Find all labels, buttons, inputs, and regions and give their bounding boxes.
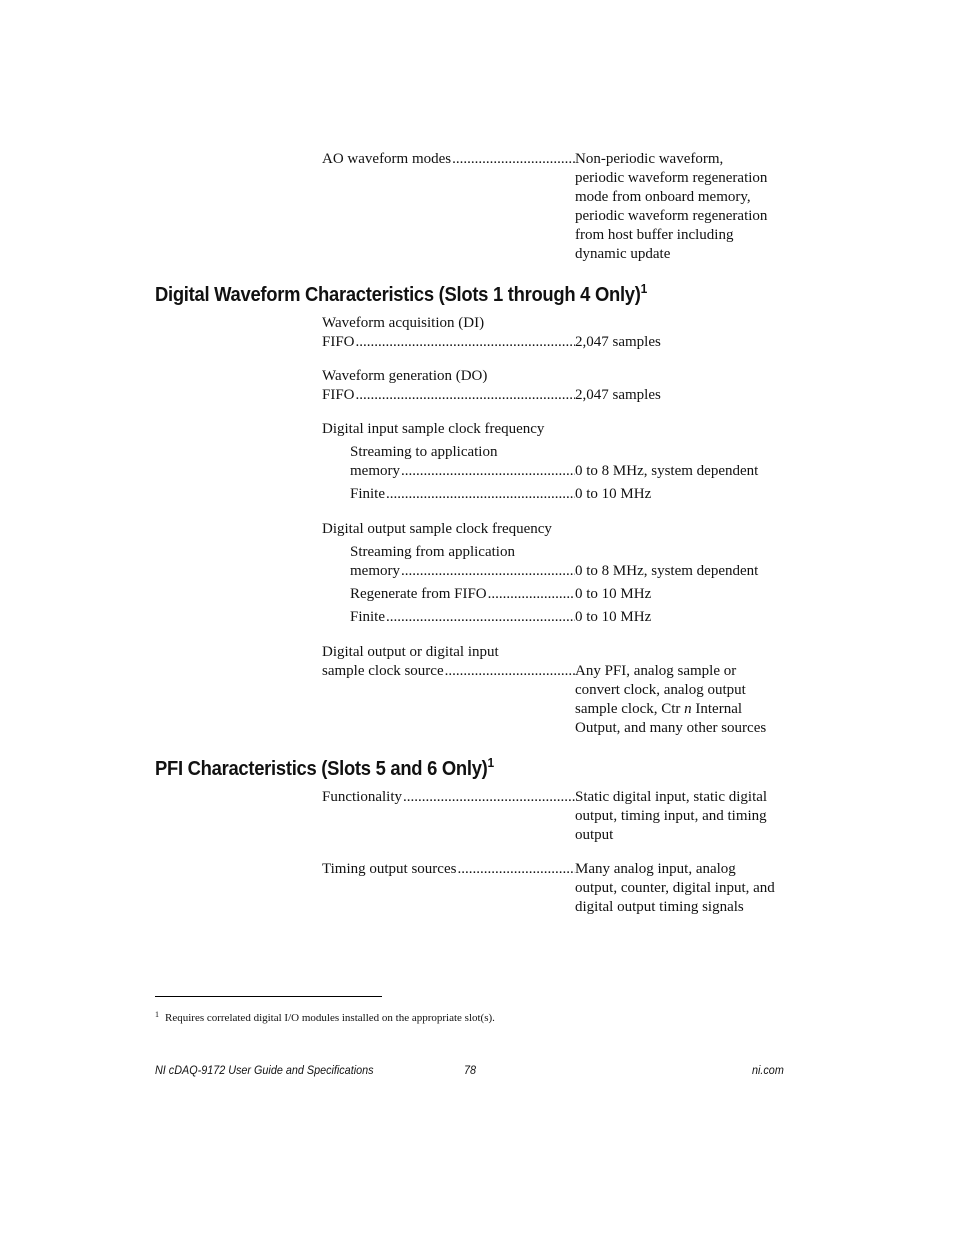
- spec-label: sample clock source: [322, 663, 444, 679]
- leader-dots: [386, 608, 575, 627]
- leader-dots: [356, 386, 575, 405]
- waveform-generation-fifo-row: [322, 386, 575, 405]
- leader-dots: [457, 860, 575, 879]
- spec-label: Finite: [350, 609, 386, 625]
- di-streaming-value: 0 to 8 MHz, system dependent: [575, 463, 759, 479]
- ao-waveform-modes-value: [575, 150, 767, 264]
- do-clock-title: Digital output sample clock frequency: [322, 521, 552, 537]
- leader-dots: [386, 485, 575, 504]
- timing-output-value: [575, 860, 775, 917]
- di-finite-value: 0 to 10 MHz: [575, 486, 652, 502]
- di-clock-title: Digital input sample clock frequency: [322, 421, 545, 437]
- footnote-text: Requires correlated digital I/O modules installed on the appropriate slot(s).: [165, 1012, 495, 1024]
- value-line: convert clock, analog output: [575, 682, 746, 698]
- value-line: Non-periodic waveform,: [575, 151, 724, 167]
- value-line: periodic waveform regeneration: [575, 208, 768, 224]
- spec-label: AO waveform modes: [322, 151, 452, 167]
- value-line: Output, and many other sources: [575, 720, 767, 736]
- spec-label: Functionality: [322, 789, 402, 805]
- do-regen-value: 0 to 10 MHz: [575, 586, 652, 602]
- value-line: from host buffer including: [575, 227, 734, 243]
- footnote: [155, 1008, 495, 1025]
- value-line: Static digital input, static digital: [575, 789, 768, 805]
- do-streaming-value: 0 to 8 MHz, system dependent: [575, 563, 759, 579]
- ao-waveform-modes-label-row: [322, 150, 575, 169]
- spec-label: Timing output sources: [322, 861, 457, 877]
- footnote-rule: [155, 996, 382, 997]
- leader-dots: [401, 462, 575, 481]
- leader-dots: [445, 662, 575, 681]
- value-line: mode from onboard memory,: [575, 189, 751, 205]
- waveform-generation-value: 2,047 samples: [575, 387, 661, 403]
- waveform-acquisition-label: Waveform acquisition (DI): [322, 315, 485, 331]
- leader-dots: [488, 585, 575, 604]
- value-line: periodic waveform regeneration: [575, 170, 768, 186]
- pfi-heading: PFI Characteristics (Slots 5 and 6 Only)$^1$: [155, 755, 494, 780]
- do-finite-value: 0 to 10 MHz: [575, 609, 652, 625]
- clock-source-label: Digital output or digital input: [322, 644, 499, 660]
- spec-label: memory: [350, 563, 400, 579]
- clock-source-value: [575, 662, 766, 738]
- footnote-ref[interactable]: 1: [487, 755, 494, 770]
- waveform-generation-label: Waveform generation (DO): [322, 368, 488, 384]
- functionality-row: [322, 788, 575, 807]
- spec-label: memory: [350, 463, 400, 479]
- value-line: digital output timing signals: [575, 899, 744, 915]
- leader-dots: [452, 150, 575, 169]
- footer-doc-title: NI cDAQ-9172 User Guide and Specifications: [155, 1063, 374, 1077]
- variable-n: n: [684, 701, 692, 717]
- di-streaming-label: Streaming to application: [350, 444, 498, 460]
- spec-label: Regenerate from FIFO: [350, 586, 487, 602]
- clock-source-row: [322, 662, 575, 681]
- di-finite-row: [350, 485, 575, 504]
- spec-label: Finite: [350, 486, 386, 502]
- value-line: output, timing input, and timing: [575, 808, 767, 824]
- leader-dots: [356, 333, 575, 352]
- do-regen-row: [350, 585, 575, 604]
- di-streaming-row: [350, 462, 575, 481]
- footer-site-link[interactable]: ni.com: [752, 1063, 784, 1077]
- functionality-value: [575, 788, 767, 845]
- leader-dots: [401, 562, 575, 581]
- value-line: output: [575, 827, 614, 843]
- do-finite-row: [350, 608, 575, 627]
- value-line: dynamic update: [575, 246, 671, 262]
- footnote-ref[interactable]: 1: [640, 281, 647, 296]
- digital-waveform-heading: Digital Waveform Characteristics (Slots 1 through 4 Only)$^1$: [155, 281, 647, 306]
- timing-output-row: [322, 860, 575, 879]
- spec-label: FIFO: [322, 387, 355, 403]
- leader-dots: [403, 788, 575, 807]
- waveform-acquisition-value: 2,047 samples: [575, 334, 661, 350]
- value-line: sample clock, Ctr n Internal: [575, 701, 743, 717]
- value-line: Any PFI, analog sample or: [575, 663, 737, 679]
- value-line: Many analog input, analog: [575, 861, 736, 877]
- spec-label: FIFO: [322, 334, 355, 350]
- footnote-mark: 1: [155, 1010, 159, 1019]
- waveform-acquisition-fifo-row: [322, 333, 575, 352]
- do-streaming-label: Streaming from application: [350, 544, 515, 560]
- do-streaming-row: [350, 562, 575, 581]
- value-line: output, counter, digital input, and: [575, 880, 775, 896]
- footer-page-number: 78: [464, 1063, 477, 1077]
